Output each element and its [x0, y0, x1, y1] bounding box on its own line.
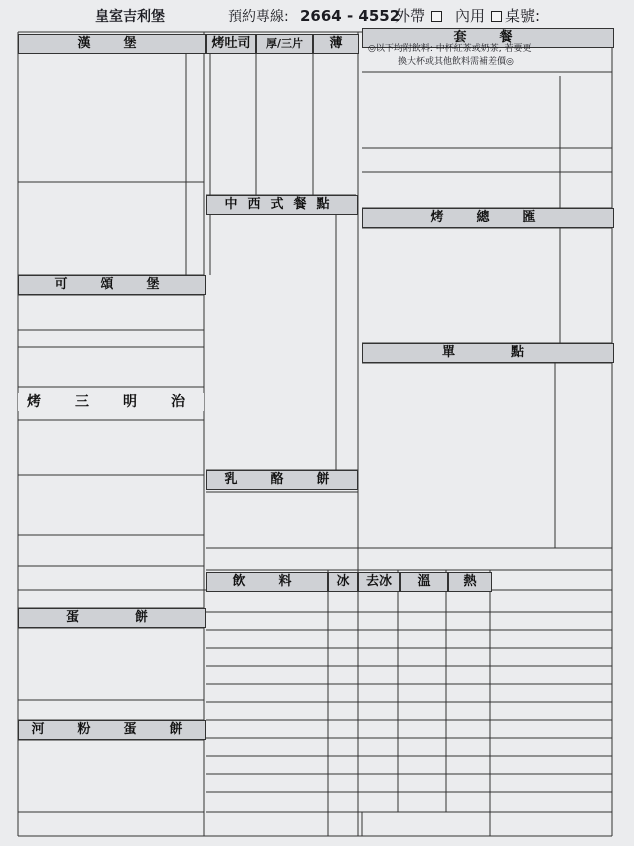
drinks-header: 飲 料 — [206, 572, 328, 592]
cheese-header: 乳 酪 餅 — [206, 470, 358, 490]
less-ice-header: 去冰 — [358, 572, 400, 592]
toast-thin-header: 薄 — [313, 34, 359, 54]
eggcake-header: 蛋 餅 — [18, 608, 206, 628]
ice-header: 冰 — [328, 572, 358, 592]
grill-header: 烤 總 匯 — [362, 208, 614, 228]
burger-header: 漢 堡 — [18, 34, 206, 54]
sets-note-1: ◎以下均附飲料: 中杯紅茶或奶茶, 若要更 — [368, 44, 532, 54]
hot-header: 熱 — [448, 572, 492, 592]
takeout-checkbox[interactable] — [431, 11, 442, 22]
takeout-option[interactable]: 外帶 — [395, 9, 443, 24]
dinein-checkbox[interactable] — [491, 11, 502, 22]
croissant-header: 可 頌 堡 — [18, 275, 206, 295]
western-header: 中西式餐點 — [206, 195, 358, 215]
noodle-header: 河 粉 蛋 餅 — [18, 720, 206, 740]
single-header: 單 點 — [362, 343, 614, 363]
warm-header: 溫 — [400, 572, 448, 592]
shop-name: 皇室吉利堡 — [95, 9, 165, 25]
sandwich-header: 烤 三 明 治 — [18, 393, 204, 411]
toast-thick-header: 厚/三片 — [256, 34, 313, 54]
phone-label: 預約專線: — [228, 9, 289, 25]
dinein-option[interactable]: 內用 — [455, 9, 503, 24]
phone-number: 2664 - 4552 — [300, 7, 401, 25]
toast-header: 烤吐司 — [206, 34, 256, 54]
sets-note-2: 換大杯或其他飲料需補差價◎ — [398, 57, 514, 67]
table-number-label: 桌號: — [505, 7, 541, 25]
sets-header: 套 餐 — [362, 28, 614, 48]
